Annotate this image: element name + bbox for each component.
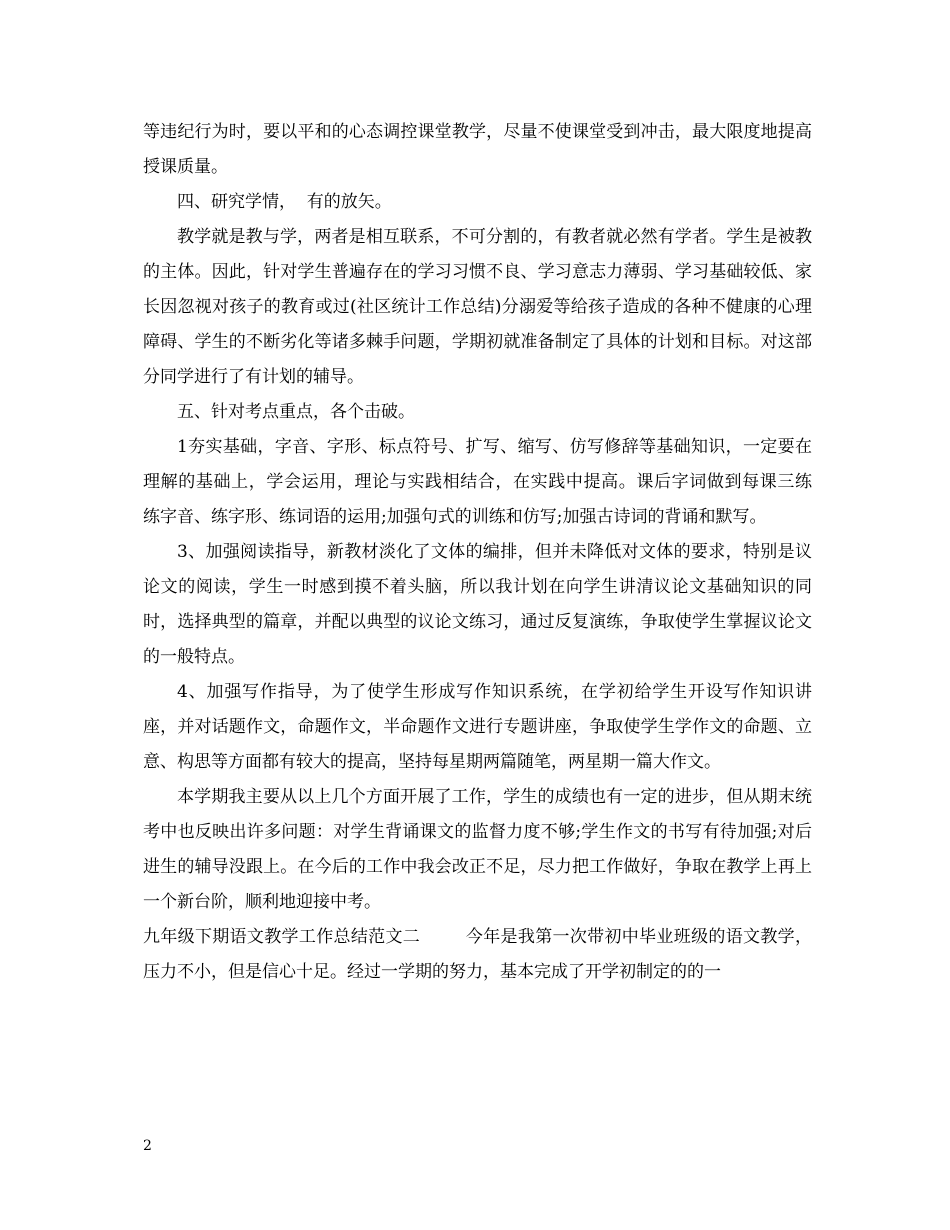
paragraph: 九年级下期语文教学工作总结范文二 今年是我第一次带初中毕业班级的语文教学，压力不小，但是信心十足。经过一学期的努力，基本完成了开学初制定的的一 bbox=[143, 927, 812, 982]
document-body bbox=[143, 115, 823, 990]
page-number: 2 bbox=[143, 1138, 152, 1154]
paragraph: 等违纪行为时，要以平和的心态调控课堂教学，尽量不使课堂受到冲击，最大限度地提高授课质量。 bbox=[143, 122, 812, 177]
paragraph: 3、加强阅读指导，新教材淡化了文体的编排，但并未降低对文体的要求，特别是议论文的阅读，学生一时感到摸不着头脑，所以我计划在向学生讲清议论文基础知识的同时，选择典型的篇章，并配以典型的议论文练习，通过反复演练，争取使学生掌握议论文的一般特点。 bbox=[143, 542, 812, 667]
paragraph: 4、加强写作指导，为了使学生形成写作知识系统，在学初给学生开设写作知识讲座，并对话题作文，命题作文，半命题作文进行专题讲座，争取使学生学作文的命题、立意、构思等方面都有较大的提高，坚持每星期两篇随笔，两星期一篇大作文。 bbox=[143, 682, 812, 772]
paragraph: 教学就是教与学，两者是相互联系，不可分割的，有教者就必然有学者。学生是被教的主体。因此，针对学生普遍存在的学习习惯不良、学习意志力薄弱、学习基础较低、家长因忽视对孩子的教育或过(社区统计工作总结)分溺爱等给孩子造成的各种不健康的心理障碍、学生的不断劣化等诸多棘手问题，学期初就准备制定了具体的计划和目标。对这部分同学进行了有计划的辅导。 bbox=[143, 227, 812, 387]
paragraph: 本学期我主要从以上几个方面开展了工作，学生的成绩也有一定的进步，但从期末统考中也反映出许多问题：对学生背诵课文的监督力度不够;学生作文的书写有待加强;对后进生的辅导没跟上。在今后的工作中我会改正不足，尽力把工作做好，争取在教学上再上一个新台阶，顺利地迎接中考。 bbox=[143, 787, 812, 912]
section-heading: 四、研究学情， 有的放矢。 bbox=[177, 192, 392, 212]
paragraph: 1夯实基础，字音、字形、标点符号、扩写、缩写、仿写修辞等基础知识，一定要在理解的基础上，学会运用，理论与实践相结合，在实践中提高。课后字词做到每课三练 练字音、练字形、练词语的运用;加强句式的训练和仿写;加强古诗词的背诵和默写。 bbox=[143, 437, 823, 527]
section-heading: 五、针对考点重点，各个击破。 bbox=[177, 402, 415, 422]
